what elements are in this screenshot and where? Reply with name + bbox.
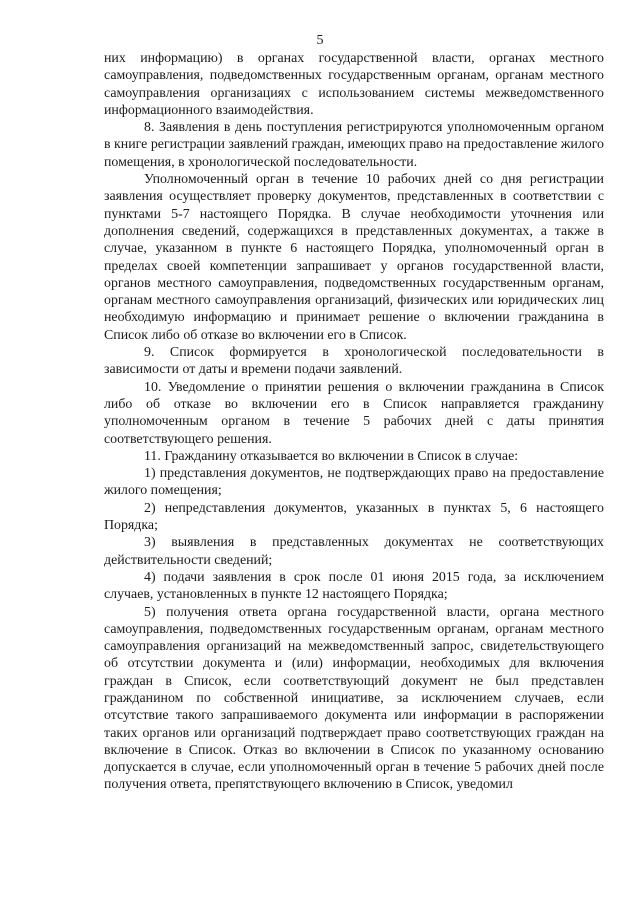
subitem-3: 3) выявления в представленных документах не соответствующих действительности сведений; — [104, 535, 604, 568]
page-number: 5 — [316, 33, 324, 48]
paragraph-item-11: 11. Гражданину отказывается во включении в Список в случае: — [144, 448, 519, 464]
paragraph-item-9: 9. Список формируется в хронологической последовательности в зависимости от даты и времени подачи заявлений. — [104, 345, 604, 378]
subitem-5: 5) получения ответа органа государственной власти, органа местного самоуправления, подведомственных государственным органам, органам местного самоуправления организаций на межведомственный запрос, свидетельствующего об отсутствии документа и (или) информации, необходимых для включения граждан в Список, если соответствующий документ не был представлен гражданином по собственной инициативе, за исключением случаев, если отсутствие такого запрашиваемого документа или информации в распоряжении таких органов или организаций подтверждает право соответствующих граждан на включение в Список. Отказ во включении в Список по указанному основанию допускается в случае, если уполномоченный орган в течение 5 рабочих дней после получения ответа, препятствующего включению в Список, уведомил — [104, 604, 604, 793]
subitem-4: 4) подачи заявления в срок после 01 июня 2015 года, за исключением случаев, установленных в пункте 12 настоящего Порядка; — [104, 569, 604, 603]
paragraph-item-8: 8. Заявления в день поступления регистрируются уполномоченным органом в книге регистрации заявлений граждан, имеющих право на предоставление жилого помещения, в хронологической последовательности. — [104, 120, 604, 170]
paragraph-continuation: них информацию) в органах государственной власти, органах местного самоуправления, подведомственных государственным органам, органам местного самоуправления организациях с использованием системы межведомственного информационного взаимодействия. — [104, 51, 604, 118]
subitem-1: 1) представления документов, не подтверждающих право на предоставление жилого помещения; — [104, 466, 604, 499]
body-text — [104, 50, 604, 794]
paragraph-verification: Уполномоченный орган в течение 10 рабочих дней со дня регистрации заявления осуществляет проверку документов, представленных в соответствии с пунктами 5-7 настоящего Порядка. В случае необходимости уточнения или дополнения сведений, содержащихся в представленных документах, а также в случае, указанном в пункте 6 настоящего Порядка, уполномоченный орган в пределах своей компетенции запрашивает у органов государственной власти, органов местного самоуправления, подведомственных государственным органам, органам местного самоуправления организаций, физических или юридических лиц необходимую информацию и принимает решение о включении гражданина в Список либо об отказе во включении его в Список. — [104, 172, 604, 343]
paragraph-item-10: 10. Уведомление о принятии решения о включении гражданина в Список либо об отказе во включении его в Список направляется гражданину уполномоченным органом в течение 5 рабочих дней с даты принятия соответствующего решения. — [104, 379, 604, 447]
subitem-2: 2) непредставления документов, указанных в пунктах 5, 6 настоящего Порядка; — [104, 500, 604, 534]
